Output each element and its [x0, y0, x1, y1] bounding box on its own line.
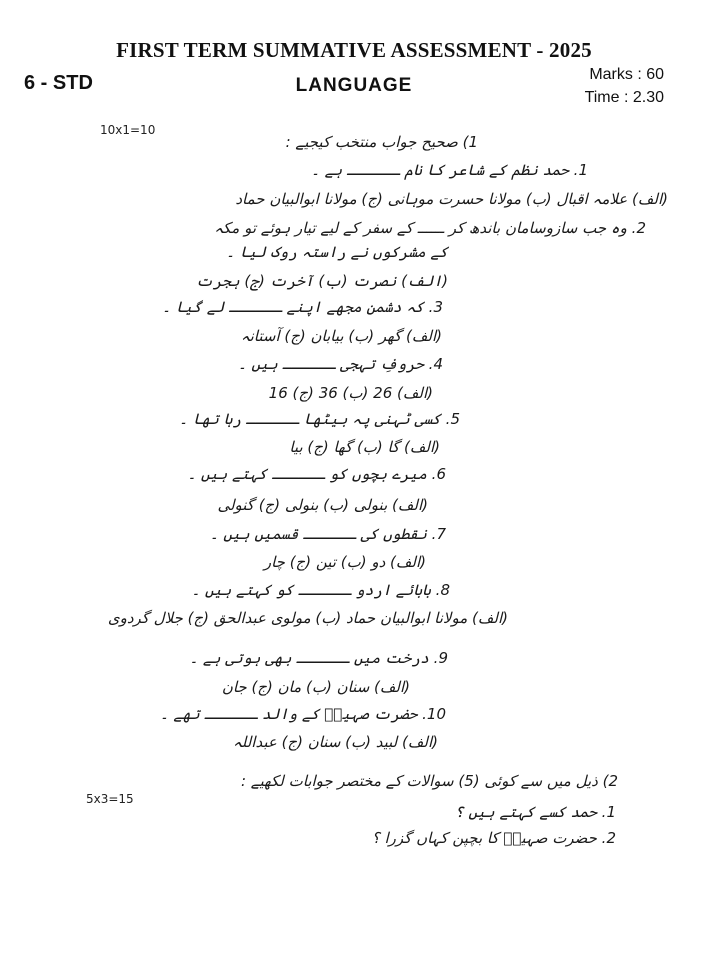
question-2-options: (الف) نصرت (ب) آخرت (ج) ہجرت [195, 272, 448, 290]
question-2-line2: کے مشرکوں نے راستہ روک لیا ۔ [226, 243, 448, 261]
section2-heading: 2) ذیل میں سے کوئی (5) سوالات کے مختصر جوابات لکھیے : [240, 772, 618, 790]
question-8: 8. بابائے اردو ــــــ کو کہتے ہیں ۔ [191, 581, 450, 599]
subject-label: LANGUAGE [295, 75, 413, 96]
question-2: 2. وہ جب سازوسامان باندھ کر ــــــ کے سفر کے لیے تیار ہوئے تو مکہ [214, 219, 646, 237]
time-label: Time : 2.30 [584, 89, 664, 106]
question-6: 6. میرے بچوں کو ــــــ کہتے ہیں ۔ [187, 465, 446, 483]
question-9-options: (الف) سنان (ب) مان (ج) جان [221, 678, 410, 696]
section2-score: 5x3=15 [86, 792, 134, 806]
question-4-options: (الف) 26 (ب) 36 (ج) 16 [268, 384, 433, 402]
question-5: 5. کسی ٹہنی پہ بیٹھا ــــــ رہا تھا ۔ [179, 410, 460, 428]
section2-question-2: 2. حضرت صہیبؓ کا بچپن کہاں گزرا ؟ [371, 829, 616, 847]
question-5-options: (الف) گا (ب) گھا (ج) بیا [289, 438, 440, 456]
question-3-options: (الف) گھر (ب) بیابان (ج) آستانہ [240, 327, 442, 345]
question-10-options: (الف) لبید (ب) سنان (ج) عبداللہ [232, 733, 438, 751]
exam-title: FIRST TERM SUMMATIVE ASSESSMENT - 2025 [116, 38, 592, 62]
question-6-options: (الف) بنولی (ب) بنولی (ج) گنولی [217, 496, 428, 514]
question-1: 1. حمد نظم کے شاعر کا نام ــــــ ہے ۔ [311, 161, 588, 179]
question-9: 9. درخت میں ــــــ بھی ہوتی ہے ۔ [189, 649, 448, 667]
question-8-options: (الف) مولانا ابوالبیان حماد (ب) مولوی عبدالحق (ج) جلال گردوی [107, 609, 508, 627]
question-3: 3. کہ دشمن مجھے اپنے ــــــ لے گیا ۔ [162, 298, 443, 316]
section1-heading: 1) صحیح جواب منتخب کیجیے : [285, 133, 478, 151]
question-10: 10. حضرت صہیبؓ کے والد ــــــ تھے ۔ [159, 705, 446, 723]
question-7-options: (الف) دو (ب) تین (ج) چار [263, 553, 426, 571]
question-1-options: (الف) علامہ اقبال (ب) مولانا حسرت موہانی (ج) مولانا ابوالبیان حماد [235, 190, 668, 208]
question-7: 7. نقطوں کی ــــــ قسمیں ہیں ۔ [209, 525, 446, 543]
question-4: 4. حروفِ تہجی ــــــ ہیں ۔ [237, 355, 443, 373]
marks-label: Marks : 60 [589, 66, 664, 83]
class-label: 6 - STD [24, 72, 93, 94]
section1-score: 10x1=10 [100, 123, 156, 137]
section2-question-1: 1. حمد کسے کہتے ہیں ؟ [454, 803, 616, 821]
